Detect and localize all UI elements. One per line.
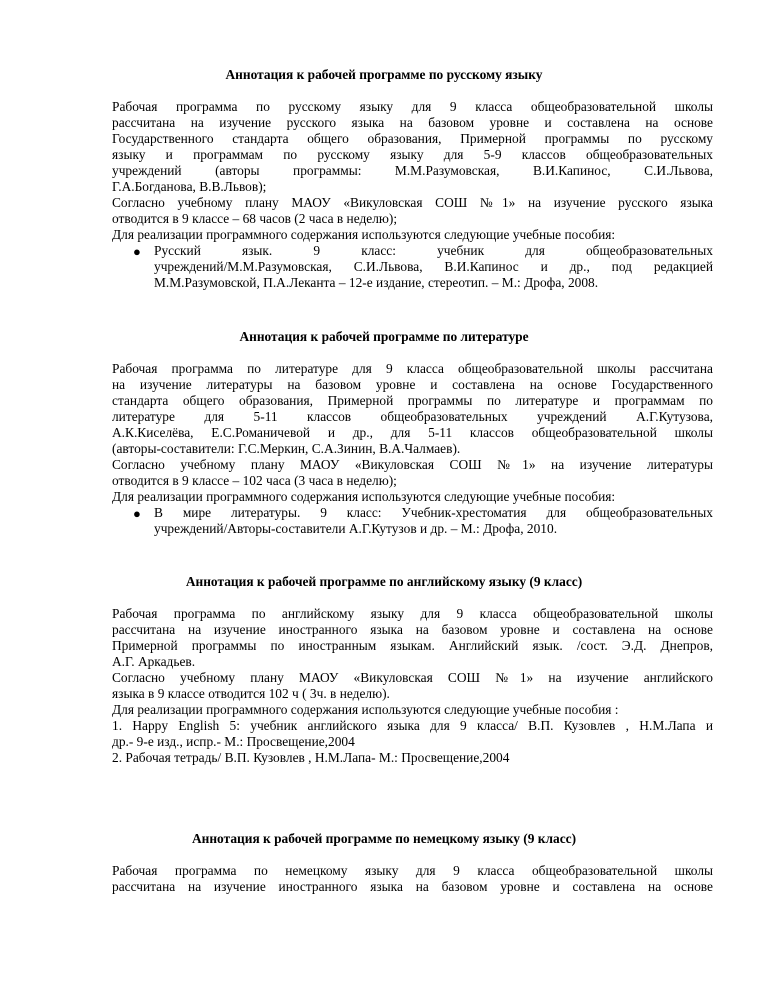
paragraph-line: отводится в 9 классе – 68 часов (2 часа в неделю); [112,211,398,226]
list-item: 2. Рабочая тетрадь/ В.П. Кузовлев , Н.М.Лапа- М.: Просвещение,2004 [112,750,510,765]
section-title-english: Аннотация к рабочей программе по английскому языку (9 класс) [185,574,583,589]
paragraph-line: Рабочая программа по литературе для 9 класса общеобразовательной школы рассчитана [112,361,713,376]
paragraph-line: Для реализации программного содержания используются следующие учебные пособия : [112,702,619,717]
paragraph-line: Согласно учебному плану МАОУ «Викуловская СОШ №1» на изучение литературы [112,457,713,472]
paragraph-line: языку и программам по русскому языку для 5-9 классов общеобразовательных [112,147,713,162]
list-item: др.- 9-е изд., испр.- М.: Просвещение,2004 [112,734,355,749]
paragraph-line: на изучение литературы на базовом уровне и составлена на основе Государственного [112,377,713,392]
bullet-line: учреждений/Авторы-составители А.Г.Кутузов и др. – М.: Дрофа, 2010. [154,521,558,536]
paragraph-line: рассчитана на изучение иностранного языка на базовом уровне и составлена на основе [112,622,713,637]
bullet-icon: ● [133,244,141,259]
paragraph-line: Примерной программы по иностранным языкам. Английский язык. /сост. Э.Д. Днепров, [112,638,713,653]
bullet-icon: ● [133,506,141,521]
paragraph-line: учреждений (авторы программы: М.М.Разумовская, В.И.Капинос, С.И.Львова, [112,163,713,178]
section-title-german: Аннотация к рабочей программе по немецкому языку (9 класс) [191,831,577,846]
paragraph-line: Рабочая программа по русскому языку для 9 класса общеобразовательной школы [112,99,713,114]
paragraph-line: Согласно учебному плану МАОУ «Викуловская СОШ №1» на изучение английского [112,670,713,685]
paragraph-line: А.К.Киселёва, Е.С.Романичевой и др., для 5-11 классов общеобразовательной школы [112,425,713,440]
bullet-line: М.М.Разумовской, П.А.Леканта – 12-е издание, стереотип. – М.: Дрофа, 2008. [154,275,599,290]
paragraph-line: Для реализации программного содержания используются следующие учебные пособия: [112,489,616,504]
bullet-line: учреждений/М.М.Разумовская, С.И.Львова, В.И.Капинос и др., под редакцией [154,259,713,274]
bullet-line: Русский язык. 9 класс: учебник для общеобразовательных [154,243,713,258]
paragraph-line: отводится в 9 классе – 102 часа (3 часа в неделю); [112,473,397,488]
section-title-literature: Аннотация к рабочей программе по литературе [239,329,529,344]
paragraph-line: Государственного стандарта общего образования, Примерной программы по русскому [112,131,713,146]
paragraph-line: Для реализации программного содержания используются следующие учебные пособия: [112,227,616,242]
paragraph-line: рассчитана на изучение иностранного языка на базовом уровне и составлена на основе [112,879,713,894]
list-item: 1. Happy English 5: учебник английского языка для 9 класса/ В.П. Кузовлев , Н.М.Лапа и [112,718,713,733]
bullet-line: В мире литературы. 9 класс: Учебник-хрестоматия для общеобразовательных [154,505,713,520]
paragraph-line: Г.А.Богданова, В.В.Львов); [112,179,267,194]
paragraph-line: литературе для 5-11 классов общеобразовательных учреждений А.Г.Кутузова, [112,409,713,424]
paragraph-line: языка в 9 классе отводится 102 ч ( 3ч. в неделю). [112,686,390,701]
paragraph-line: А.Г. Аркадьев. [112,654,196,669]
paragraph-line: Рабочая программа по немецкому языку для 9 класса общеобразовательной школы [112,863,713,878]
paragraph-line: рассчитана на изучение русского языка на базовом уровне и составлена на основе [112,115,713,130]
paragraph-line: стандарта общего образования, Примерной программы по литературе и программам по [112,393,713,408]
paragraph-line: Согласно учебному плану МАОУ «Викуловская СОШ №1» на изучение русского языка [112,195,713,210]
paragraph-line: Рабочая программа по английскому языку для 9 класса общеобразовательной школы [112,606,713,621]
paragraph-line: (авторы-составители: Г.С.Меркин, С.А.Зинин, В.А.Чалмаев). [112,441,461,456]
section-title-russian: Аннотация к рабочей программе по русскому языку [225,67,543,82]
